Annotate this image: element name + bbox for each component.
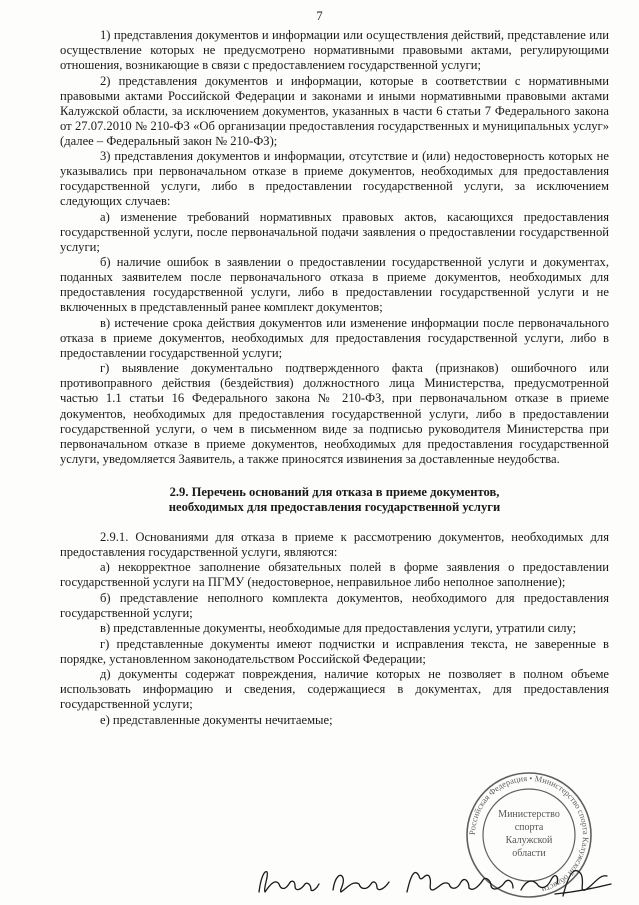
page-number: 7 [316, 9, 323, 23]
seal-center-line-1: Министерство [498, 809, 560, 820]
document-body [60, 28, 609, 728]
paragraph-subitem-b: б) наличие ошибок в заявлении о предоставлении государственной услуги и документах, поданных заявителем после первоначального отказа в приеме документов, необходимых для предоставления государственной услуги, либо в предоставлении государственной услуги и не включенных в представленный ранее комплект документов; [60, 255, 609, 315]
paragraph-item-2: 2) представления документов и информации, которые в соответствии с нормативными правовыми актами Российской Федерации и законами и иными нормативными правовыми актами Калужской области, за исключением документов, указанных в части 6 статьи 7 Федерального закона от 27.07.2010 № 210-ФЗ «Об организации предоставления государственных и муниципальных услуг» (далее – Федеральный закон № 210-ФЗ); [60, 73, 609, 148]
paragraph-ground-d: д) документы содержат повреждения, наличие которых не позволяет в полном объеме использовать информацию и сведения, содержащиеся в документах, для предоставления государственной услуги; [60, 667, 609, 712]
paragraph-subitem-v: в) истечение срока действия документов или изменение информации после первоначального отказа в приеме документов, необходимых для предоставления государственной услуги, либо в предоставлении государственной услуги; [60, 315, 609, 360]
paragraph-subitem-g: г) выявление документально подтвержденного факта (признаков) ошибочного или противоправного действия (бездействия) должностного лица Министерства, предусмотренной частью 1.1 статьи 16 Федерального закона № 210-ФЗ, при первоначальном отказе в приеме документов, необходимых для предоставления государственной услуги, либо в предоставлении государственной услуги, о чем в письменном виде за подписью руководителя Министерства при первоначальном отказе в приеме документов, необходимых для предоставления государственной услуги, уведомляется Заявитель, а также приносятся извинения за доставленные неудобства. [60, 361, 609, 466]
paragraph-ground-e: е) представленные документы нечитаемые; [100, 712, 333, 727]
handwritten-signature [255, 862, 615, 904]
seal-center-line-3: Калужской [505, 835, 553, 846]
paragraph-ground-a: а) некорректное заполнение обязательных полей в форме заявления о предоставлении государственной услуги на ПГМУ (недостоверное, неправильное либо неполное заполнение); [60, 560, 609, 590]
paragraph-subitem-a: а) изменение требований нормативных правовых актов, касающихся предоставления государственной услуги, после первоначальной подачи заявления о предоставлении государственной услуги; [60, 209, 609, 254]
seal-ring-text: Российская Федерация • Министерство спорта Калужской области [466, 772, 592, 896]
paragraph-ground-g: г) представленные документы имеют подчистки и исправления текста, не заверенные в порядке, установленном законодательством Российской Федерации; [60, 636, 609, 666]
section-heading-line-1: 2.9. Перечень оснований для отказа в приеме документов, [169, 484, 500, 499]
seal-center-line-2: спорта [514, 822, 544, 833]
paragraph-ground-v: в) представленные документы, необходимые для предоставления услуги, утратили силу; [100, 621, 577, 636]
paragraph-ground-b: б) представление неполного комплекта документов, необходимого для предоставления государственной услуги; [60, 590, 609, 620]
seal-center-line-4: области [512, 848, 546, 859]
section-heading [60, 485, 609, 515]
paragraph-item-1: 1) представления документов и информации или осуществления действий, представление или осуществление которых не предусмотрено нормативными правовыми актами, регулирующими отношения, возникающие в связи с предоставлением государственной услуги; [60, 28, 609, 73]
paragraph-2-9-1: 2.9.1. Основаниями для отказа в приеме к рассмотрению документов, необходимых для предоставления государственной услуги, являются: [60, 529, 609, 559]
section-heading-line-2: необходимых для предоставления государственной услуги [168, 499, 501, 514]
paragraph-item-3: 3) представления документов и информации, отсутствие и (или) недостоверность которых не указывались при первоначальном отказе в приеме документов, необходимых для предоставления государственной услуги, либо в предоставлении государственной услуги, за исключением следующих случаев: [60, 149, 609, 209]
signature-text: Копия верна Михайлов [255, 902, 265, 903]
